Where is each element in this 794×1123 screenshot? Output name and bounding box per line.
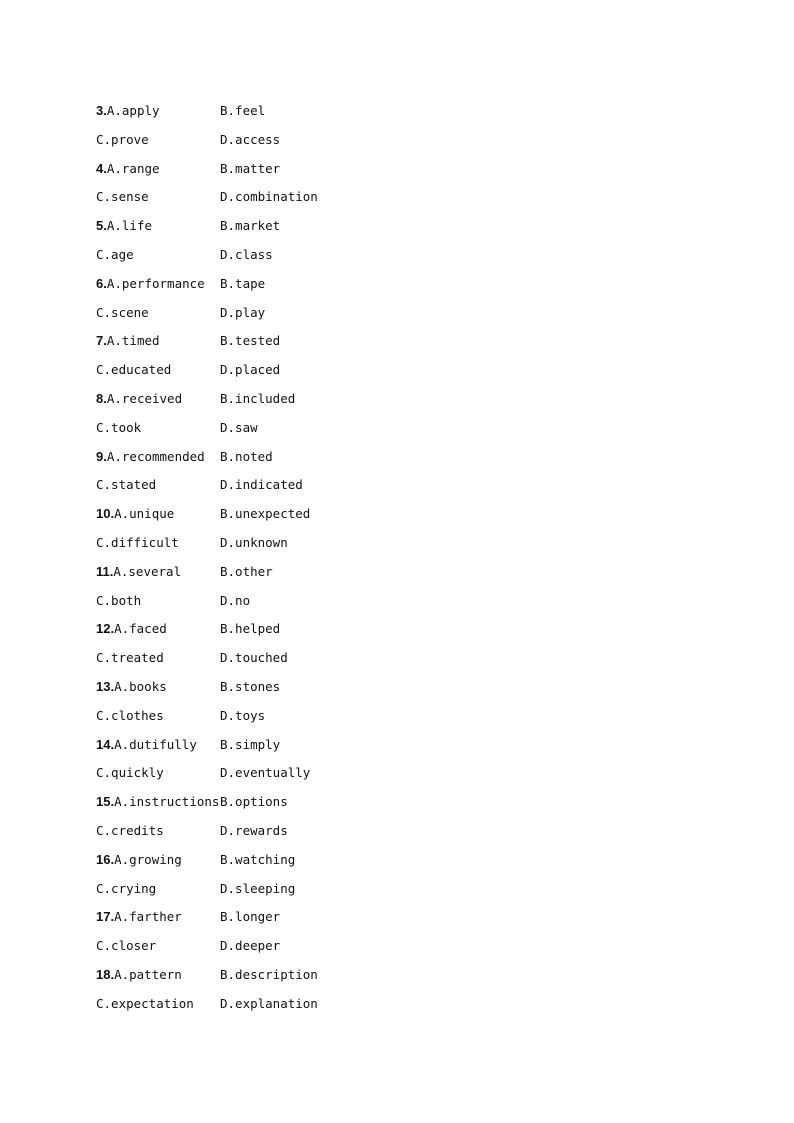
question-number: 11. xyxy=(96,563,114,579)
question-row-ab xyxy=(96,159,496,188)
option-a xyxy=(96,159,160,179)
option-a xyxy=(96,562,181,582)
option-a xyxy=(96,389,182,409)
option-a xyxy=(96,907,182,927)
question-row-ab xyxy=(96,792,496,821)
question-number: 4. xyxy=(96,160,107,176)
question-list xyxy=(96,101,496,1023)
option-d: D.no xyxy=(220,592,251,608)
option-c: C.scene xyxy=(96,304,149,320)
option-d: D.toys xyxy=(220,707,266,723)
option-a xyxy=(96,504,174,524)
question-number: 17. xyxy=(96,909,115,925)
option-d: D.eventually xyxy=(220,765,311,781)
question-row-cd xyxy=(96,591,496,620)
question-row-cd xyxy=(96,418,496,447)
option-c: C.difficult xyxy=(96,534,179,550)
option-c: C.quickly xyxy=(96,765,164,781)
option-b: B.helped xyxy=(220,621,281,637)
question-row-cd xyxy=(96,187,496,216)
question-number: 8. xyxy=(96,390,107,406)
option-d: D.unknown xyxy=(220,534,288,550)
question-row-ab xyxy=(96,677,496,706)
option-a xyxy=(96,331,160,351)
option-c: C.both xyxy=(96,592,142,608)
question-number: 10. xyxy=(96,506,115,522)
question-row-ab xyxy=(96,907,496,936)
option-a-text: A.several xyxy=(113,563,182,579)
question-number: 13. xyxy=(96,678,115,694)
option-c: C.clothes xyxy=(96,707,164,723)
question-row-cd xyxy=(96,936,496,965)
question-row-ab xyxy=(96,447,496,476)
question-row-ab xyxy=(96,504,496,533)
option-b: B.feel xyxy=(220,103,266,118)
question-row-cd xyxy=(96,475,496,504)
option-d: D.indicated xyxy=(220,477,303,493)
option-d: D.access xyxy=(220,131,281,147)
option-c: C.took xyxy=(96,419,142,435)
option-b: B.longer xyxy=(220,909,281,925)
option-a-text: A.growing xyxy=(114,851,182,867)
question-number: 12. xyxy=(96,621,115,637)
question-row-cd xyxy=(96,303,496,332)
option-a-text: A.apply xyxy=(106,103,160,118)
question-row-ab xyxy=(96,389,496,418)
option-b: B.options xyxy=(220,794,288,810)
question-number: 15. xyxy=(96,794,115,810)
option-a-text: A.performance xyxy=(106,275,205,291)
option-d: D.deeper xyxy=(220,938,281,954)
option-c: C.educated xyxy=(96,362,172,378)
option-a-text: A.unique xyxy=(114,506,175,522)
option-b: B.tested xyxy=(220,333,281,349)
option-a xyxy=(96,965,182,985)
option-a-text: A.dutifully xyxy=(114,736,197,752)
question-row-ab xyxy=(96,331,496,360)
option-a xyxy=(96,101,160,121)
option-a xyxy=(96,850,182,870)
option-a-text: A.timed xyxy=(106,333,160,349)
option-a-text: A.books xyxy=(114,678,167,694)
option-c: C.age xyxy=(96,246,134,262)
option-c: C.sense xyxy=(96,189,149,205)
option-d: D.touched xyxy=(220,650,288,666)
question-row-ab xyxy=(96,619,496,648)
option-c: C.stated xyxy=(96,477,157,493)
option-d: D.saw xyxy=(220,419,258,435)
option-a xyxy=(96,274,205,294)
option-a-text: A.recommended xyxy=(106,448,205,464)
question-number: 5. xyxy=(96,218,107,234)
option-b: B.included xyxy=(220,390,296,406)
question-number: 7. xyxy=(96,333,107,349)
question-row-cd xyxy=(96,763,496,792)
option-d: D.combination xyxy=(220,189,318,205)
option-b: B.noted xyxy=(220,448,273,464)
question-row-cd xyxy=(96,821,496,850)
option-c: C.credits xyxy=(96,822,164,838)
option-a-text: A.life xyxy=(106,218,152,234)
option-d: D.class xyxy=(220,246,273,262)
option-a xyxy=(96,735,197,755)
option-d: D.placed xyxy=(220,362,281,378)
option-c: C.crying xyxy=(96,880,157,896)
question-row-cd xyxy=(96,533,496,562)
question-row-cd xyxy=(96,706,496,735)
option-a xyxy=(96,619,167,639)
option-c: C.prove xyxy=(96,131,149,147)
option-b: B.stones xyxy=(220,678,281,694)
option-c: C.treated xyxy=(96,650,164,666)
option-d: D.sleeping xyxy=(220,880,296,896)
question-number: 14. xyxy=(96,736,115,752)
question-number: 9. xyxy=(96,448,107,464)
option-b: B.simply xyxy=(220,736,281,752)
question-row-ab xyxy=(96,850,496,879)
option-a xyxy=(96,216,152,236)
question-row-ab xyxy=(96,562,496,591)
question-row-ab xyxy=(96,101,496,130)
option-b: B.watching xyxy=(220,851,296,867)
option-a-text: A.instructions xyxy=(114,794,220,810)
question-number: 6. xyxy=(96,275,107,291)
question-number: 3. xyxy=(96,103,107,118)
question-row-cd xyxy=(96,360,496,389)
option-c: C.expectation xyxy=(96,995,194,1011)
option-a-text: A.faced xyxy=(114,621,167,637)
option-d: D.play xyxy=(220,304,266,320)
option-a-text: A.pattern xyxy=(114,966,182,982)
option-b: B.description xyxy=(220,966,318,982)
question-row-cd xyxy=(96,648,496,677)
option-a-text: A.received xyxy=(106,390,183,406)
question-row-ab xyxy=(96,735,496,764)
option-d: D.rewards xyxy=(220,822,288,838)
option-d: D.explanation xyxy=(220,995,318,1011)
question-row-cd xyxy=(96,245,496,274)
option-b: B.market xyxy=(220,218,281,234)
option-a xyxy=(96,447,205,467)
question-number: 16. xyxy=(96,851,115,867)
question-row-ab xyxy=(96,274,496,303)
option-a xyxy=(96,792,219,812)
option-a-text: A.farther xyxy=(114,909,182,925)
option-a-text: A.range xyxy=(106,160,160,176)
option-b: B.matter xyxy=(220,160,281,176)
question-row-cd xyxy=(96,879,496,908)
question-row-ab xyxy=(96,965,496,994)
option-b: B.unexpected xyxy=(220,506,311,522)
option-b: B.other xyxy=(220,563,273,579)
option-c: C.closer xyxy=(96,938,157,954)
option-a xyxy=(96,677,167,697)
option-b: B.tape xyxy=(220,275,266,291)
question-row-cd xyxy=(96,130,496,159)
question-row-ab xyxy=(96,216,496,245)
question-row-cd xyxy=(96,994,496,1023)
question-number: 18. xyxy=(96,966,115,982)
